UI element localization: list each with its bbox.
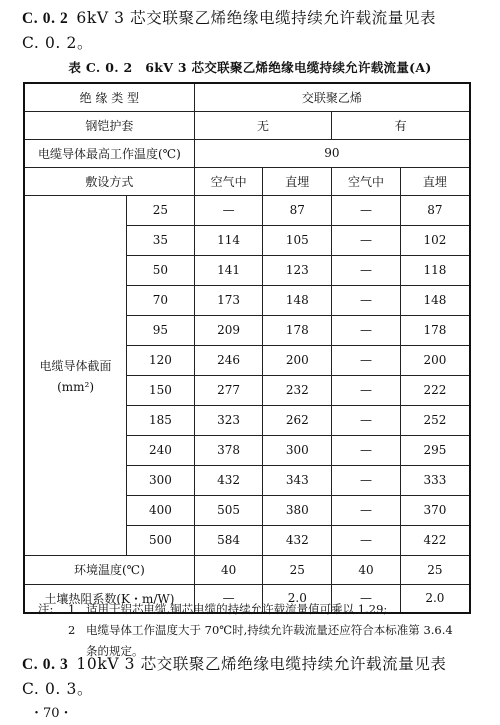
laying-label: 敷设方式 xyxy=(24,167,194,195)
ampacity-cell: 222 xyxy=(400,375,470,405)
section-c02-paragraph xyxy=(22,6,492,55)
page-number: ・70・ xyxy=(30,706,73,721)
table-row xyxy=(24,195,470,225)
ampacity-cell: 200 xyxy=(400,345,470,375)
ampacity-cell: 262 xyxy=(263,405,332,435)
section-size-cell: 500 xyxy=(127,525,195,555)
insulation-label: 绝 缘 类 型 xyxy=(24,83,194,111)
section-size-cell: 120 xyxy=(127,345,195,375)
paragraph-text: 6kV 3 芯交联聚乙烯绝缘电缆持续允许载流量见表 xyxy=(76,9,437,27)
soil-resistivity-row-value: 2.0 xyxy=(400,584,470,613)
section-c03-paragraph xyxy=(22,652,492,701)
armor-row xyxy=(24,111,470,139)
soil-resistivity-row-value: — xyxy=(332,584,401,613)
section-number: C. 0. 3 xyxy=(22,656,69,673)
ampacity-cell: 87 xyxy=(400,195,470,225)
ampacity-cell: 370 xyxy=(400,495,470,525)
laying-method: 空气中 xyxy=(332,167,401,195)
ampacity-cell: 422 xyxy=(400,525,470,555)
note-item xyxy=(38,599,478,620)
section-size-cell: 35 xyxy=(127,225,195,255)
ampacity-cell: — xyxy=(332,375,401,405)
ampacity-table xyxy=(23,82,471,614)
ampacity-cell: — xyxy=(332,285,401,315)
ampacity-cell: 295 xyxy=(400,435,470,465)
ampacity-cell: 118 xyxy=(400,255,470,285)
laying-row xyxy=(24,167,470,195)
section-size-cell: 240 xyxy=(127,435,195,465)
armor-label: 钢铠护套 xyxy=(24,111,194,139)
section-size-cell: 95 xyxy=(127,315,195,345)
soil-resistivity-row-value: 2.0 xyxy=(263,584,332,613)
ampacity-cell: — xyxy=(332,345,401,375)
ampacity-cell: 277 xyxy=(194,375,263,405)
ampacity-cell: — xyxy=(332,405,401,435)
ampacity-cell: 378 xyxy=(194,435,263,465)
ampacity-cell: 333 xyxy=(400,465,470,495)
max-temp-row xyxy=(24,139,470,167)
ambient-temp-row-value: 25 xyxy=(263,555,332,584)
ambient-temp-row-value: 25 xyxy=(400,555,470,584)
section-size-cell: 300 xyxy=(127,465,195,495)
ampacity-cell: 173 xyxy=(194,285,263,315)
ampacity-cell: 343 xyxy=(263,465,332,495)
ampacity-cell: 300 xyxy=(263,435,332,465)
note-item xyxy=(38,620,478,641)
ampacity-cell: 584 xyxy=(194,525,263,555)
laying-method: 空气中 xyxy=(194,167,263,195)
ampacity-cell: 141 xyxy=(194,255,263,285)
ampacity-cell: — xyxy=(332,315,401,345)
insulation-value: 交联聚乙烯 xyxy=(194,83,470,111)
ampacity-cell: — xyxy=(332,255,401,285)
ampacity-cell: 114 xyxy=(194,225,263,255)
section-size-cell: 400 xyxy=(127,495,195,525)
ampacity-cell: 102 xyxy=(400,225,470,255)
ampacity-cell: — xyxy=(332,225,401,255)
max-temp-label: 电缆导体最高工作温度(℃) xyxy=(24,139,194,167)
ampacity-cell: 505 xyxy=(194,495,263,525)
ampacity-cell: 87 xyxy=(263,195,332,225)
ampacity-cell: 209 xyxy=(194,315,263,345)
ambient-temp-row-value: 40 xyxy=(332,555,401,584)
ampacity-cell: 123 xyxy=(263,255,332,285)
section-size-cell: 25 xyxy=(127,195,195,225)
insulation-row xyxy=(24,83,470,111)
ampacity-cell: 178 xyxy=(400,315,470,345)
ampacity-cell: 252 xyxy=(400,405,470,435)
section-size-cell: 70 xyxy=(127,285,195,315)
paragraph-text: 10kV 3 芯交联聚乙烯绝缘电缆持续允许载流量见表 xyxy=(76,655,447,673)
table-caption: 表 C. 0. 2 6kV 3 芯交联聚乙烯绝缘电缆持续允许载流量(A) xyxy=(68,60,432,75)
ampacity-cell: 323 xyxy=(194,405,263,435)
ampacity-cell: — xyxy=(194,195,263,225)
section-label: 电缆导体截面 xyxy=(39,358,112,373)
ampacity-cell: 432 xyxy=(194,465,263,495)
ampacity-cell: — xyxy=(332,195,401,225)
ampacity-cell: 432 xyxy=(263,525,332,555)
ampacity-cell: 105 xyxy=(263,225,332,255)
ampacity-cell: 200 xyxy=(263,345,332,375)
ampacity-cell: — xyxy=(332,525,401,555)
paragraph-continuation: C. 0. 3。 xyxy=(22,680,94,698)
ampacity-cell: 246 xyxy=(194,345,263,375)
ambient-temp-row xyxy=(24,555,470,584)
note-text: 条的规定。 xyxy=(86,644,144,658)
max-temp-value: 90 xyxy=(194,139,470,167)
section-label-cell xyxy=(24,195,127,555)
ampacity-cell: 178 xyxy=(263,315,332,345)
ampacity-cell: — xyxy=(332,435,401,465)
section-size-cell: 50 xyxy=(127,255,195,285)
paragraph-continuation: C. 0. 2。 xyxy=(22,34,94,52)
section-unit: (mm²) xyxy=(57,379,94,394)
note-number: 2 xyxy=(68,623,76,637)
armor-no: 无 xyxy=(194,111,331,139)
note-number: 1 xyxy=(68,602,76,616)
ampacity-cell: 380 xyxy=(263,495,332,525)
armor-yes: 有 xyxy=(332,111,470,139)
ampacity-cell: — xyxy=(332,465,401,495)
laying-method: 直埋 xyxy=(400,167,470,195)
ampacity-cell: 232 xyxy=(263,375,332,405)
section-size-cell: 185 xyxy=(127,405,195,435)
ampacity-cell: — xyxy=(332,495,401,525)
ambient-temp-row-value: 40 xyxy=(194,555,263,584)
section-size-cell: 150 xyxy=(127,375,195,405)
ambient-temp-row-label: 环境温度(℃) xyxy=(24,555,194,584)
ampacity-cell: 148 xyxy=(400,285,470,315)
laying-method: 直埋 xyxy=(263,167,332,195)
section-number: C. 0. 2 xyxy=(22,10,69,27)
soil-resistivity-row-value: — xyxy=(194,584,263,613)
note-text: 电缆导体工作温度大于 70℃时,持续允许载流量还应符合本标准第 3.6.4 xyxy=(86,623,453,637)
notes-label: 注: xyxy=(38,602,54,616)
note-text: 适用于铝芯电缆,铜芯电缆的持续允许载流量值可乘以 1.29; xyxy=(86,602,388,616)
soil-resistivity-row-label: 土壤热阻系数(K・m/W) xyxy=(24,584,194,613)
ampacity-cell: 148 xyxy=(263,285,332,315)
